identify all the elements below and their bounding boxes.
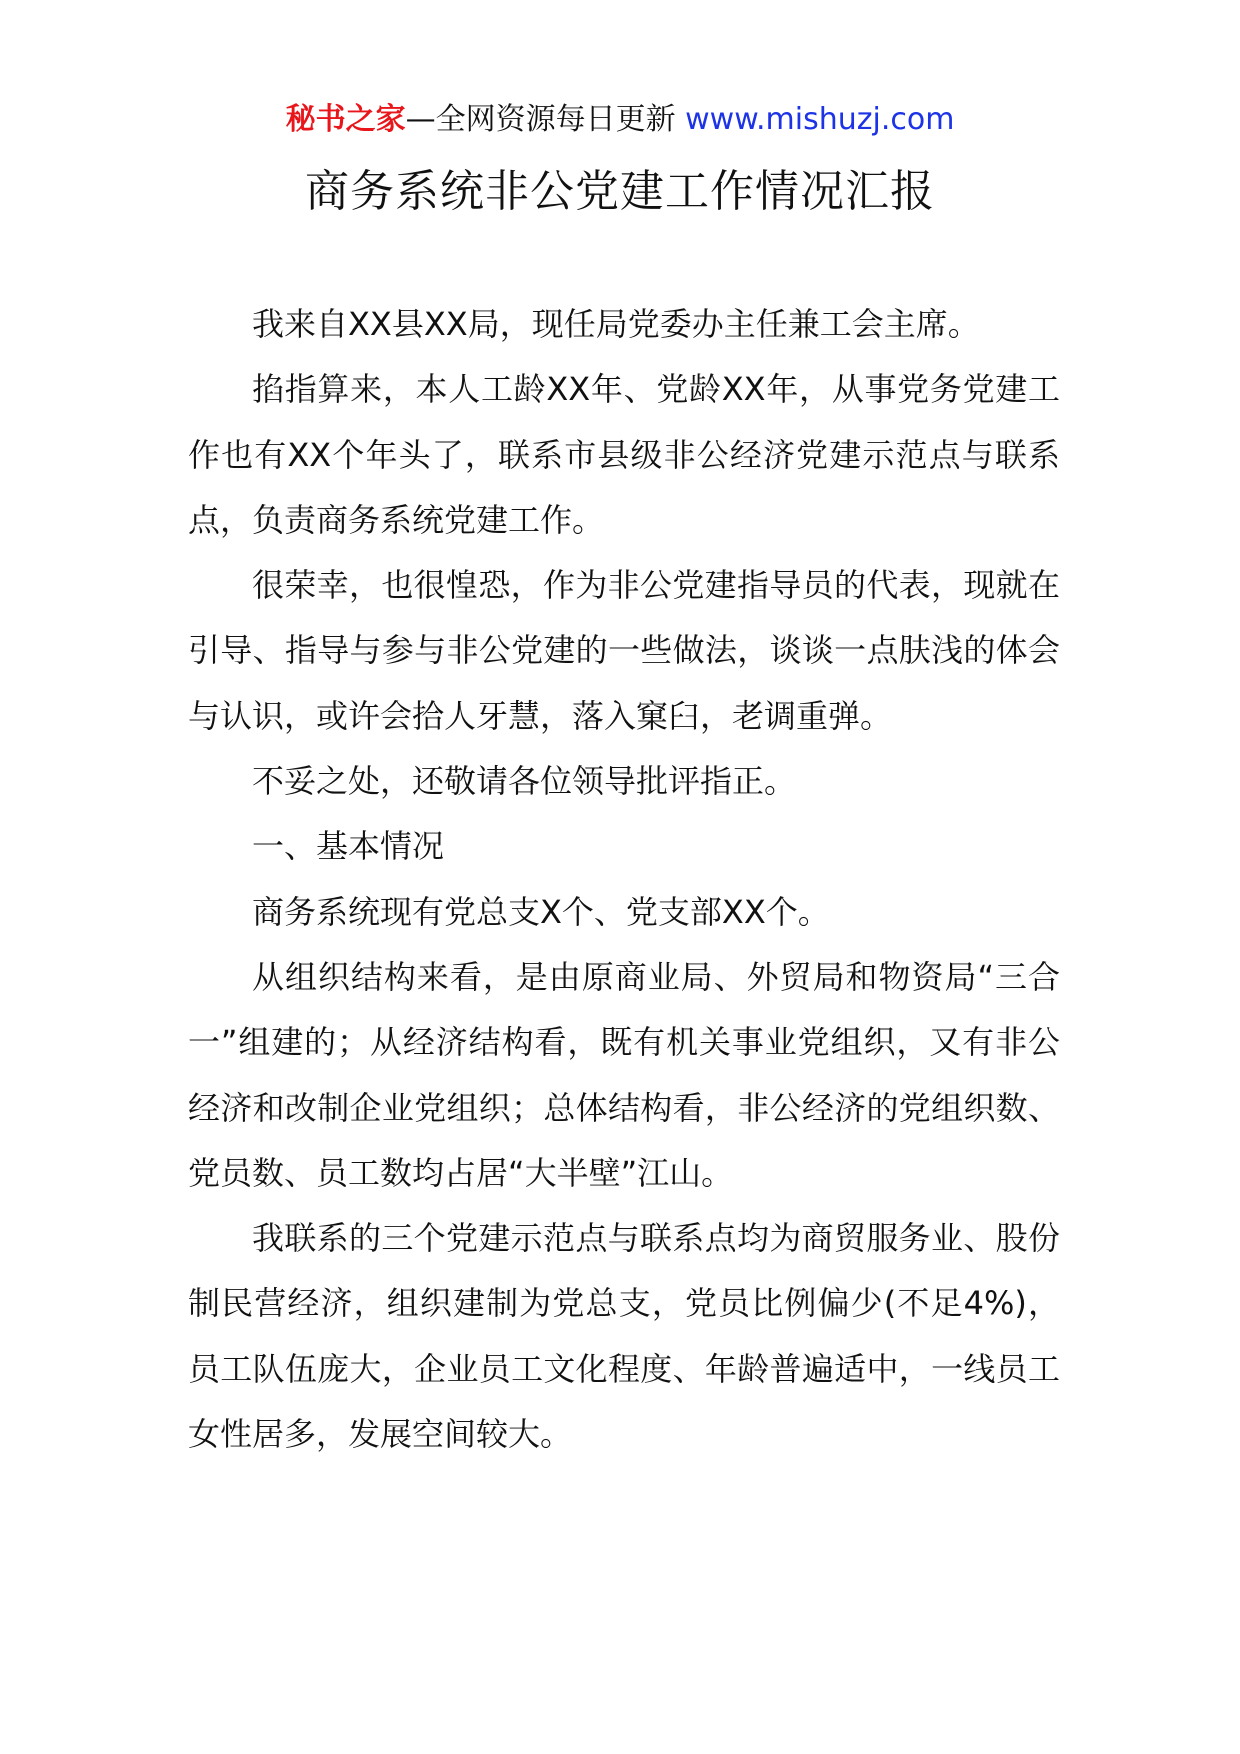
paragraph-experience: 掐指算来，本人工龄XX年、党龄XX年，从事党务党建工作也有XX个年头了，联系市县级非公经济党建示范点与联系点，负责商务系统党建工作。	[188, 370, 1060, 539]
paragraph-structure: 从组织结构来看，是由原商业局、外贸局和物资局“三合一”组建的；从经济结构看，既有机关事业党组织，又有非公经济和改制企业党组织；总体结构看，非公经济的党组织数、党员数、员工数均占居“大半壁”江山。	[188, 957, 1060, 1192]
paragraph-intro: 我来自XX县XX局，现任局党委办主任兼工会主席。	[252, 305, 980, 343]
paragraph-apology: 不妥之处，还敬请各位领导批评指正。	[252, 762, 797, 801]
brand-name: 秘书之家	[285, 102, 406, 137]
section-heading-basic-info: 一、基本情况	[252, 827, 445, 866]
header-tagline: —全网资源每日更新	[405, 102, 676, 137]
site-url-link[interactable]: www.mishuzj.com	[685, 102, 955, 137]
paragraph-demonstration-points: 我联系的三个党建示范点与联系点均为商贸服务业、股份制民营经济，组织建制为党总支，党员比例偏少(不足4%)，员工队伍庞大，企业员工文化程度、年龄普遍适中，一线员工女性居多，发展空间较大。	[188, 1219, 1060, 1454]
paragraph-honor: 很荣幸，也很惶恐，作为非公党建指导员的代表，现就在引导、指导与参与非公党建的一些做法，谈谈一点肤浅的体会与认识，或许会拾人牙慧，落入窠臼，老调重弹。	[188, 566, 1060, 735]
document-title: 商务系统非公党建工作情况汇报	[305, 166, 935, 217]
paragraph-party-counts: 商务系统现有党总支X个、党支部XX个。	[252, 892, 830, 931]
site-header	[0, 100, 1240, 140]
document-body	[188, 292, 1060, 1467]
